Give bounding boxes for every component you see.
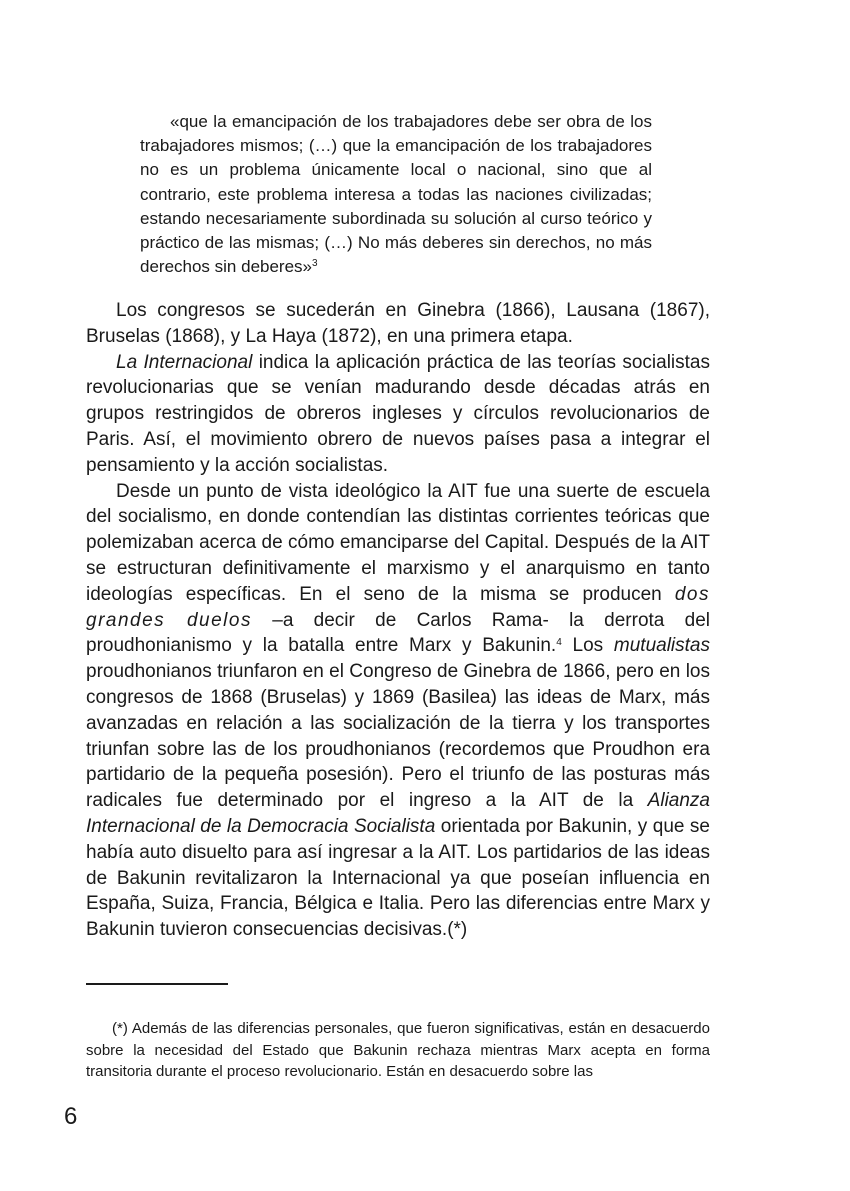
- paragraph-text: Los: [561, 635, 614, 657]
- paragraph-internacional: [86, 350, 710, 479]
- quote-text: «que la emancipación de los trabajadores debe ser obra de los trabajadores mismos; (…) que la emancipación de los trabajadores no es un problema únicamente local o nacional, sino que al contrario, este problema interesa a todas las naciones civilizadas; estando necesariamente subordinada su solución al curso teórico y práctico de las mismas; (…) No más deberes sin derechos, no más derechos sin deberes»: [140, 112, 652, 277]
- footnote-ref-3: 3: [312, 258, 318, 270]
- block-quote: [140, 110, 652, 279]
- paragraph-text: proudhonianos triunfaron en el Congreso de Ginebra de 1866, pero en los congresos de 1868 (Bruselas) y 1869 (Basilea) las ideas de Marx, más avanzadas en relación a las socialización de la tierra y los transportes triunfan sobre las de los proudhonianos (recordemos que Proudhon era partidario de la pequeña posesión). Pero el triunfo de las posturas más radicales fue determinado por el ingreso a la AIT de la: [86, 661, 710, 812]
- footnote: [86, 1018, 710, 1083]
- italic-mutualistas: mutualistas: [613, 635, 710, 657]
- paragraph-ideologico: [86, 479, 710, 943]
- footnote-text: (*) Además de las diferencias personales, que fueron significativas, están en desacuerdo sobre la necesidad del Estado que Bakunin rechaza mientras Marx acepta en forma transitoria durante el proceso revolucionario. Están en desacuerdo sobre las: [86, 1020, 710, 1080]
- paragraph-congresos: Los congresos se sucederán en Ginebra (1866), Lausana (1867), Bruselas (1868), y La Haya (1872), en una primera etapa.: [86, 300, 710, 347]
- footnote-ref-4: 4: [556, 637, 562, 649]
- footnote-separator: [86, 983, 228, 985]
- paragraph-text: Desde un punto de vista ideológico la AIT fue una suerte de escuela del socialismo, en donde contendían las distintas corrientes teóricas que polemizaban acerca de cómo emanciparse del Capital. Después de la AIT se estructuran definitivamente el marxismo y el anarquismo en tanto ideologías específicas. En el seno de la misma se producen: [86, 480, 710, 605]
- quote-paragraph: [140, 110, 652, 279]
- italic-dos-grandes-duelos: dos grandes duelos: [86, 583, 710, 631]
- main-text: [86, 298, 710, 943]
- paragraph-text: orientada por Bakunin, y que se había auto disuelto para así ingresar a la AIT. Los partidarios de las ideas de Bakunin revitalizaron la Internacional ya que poseían influencia en España, Suiza, Francia, Bélgica e Italia. Pero las diferencias entre Marx y Bakunin tuvieron consecuencias decisivas.(*): [86, 815, 710, 941]
- page-number: 6: [64, 1103, 78, 1130]
- paragraph-text: –a decir de Carlos Rama- la derrota del proudhonianismo y la batalla entre Marx y Bakunin.: [86, 609, 711, 657]
- italic-alianza: Alianza Internacional de la Democracia Socialista: [86, 790, 710, 837]
- paragraph-text: indica la aplicación práctica de las teorías socialistas revolucionarias que se venían madurando desde décadas atrás en grupos restringidos de obreros ingleses y círculos revolucionarios de Paris. Así, el movimiento obrero de nuevos países pasa a integrar el pensamiento y la acción socialistas.: [86, 351, 710, 476]
- italic-la-internacional: La Internacional: [116, 351, 253, 373]
